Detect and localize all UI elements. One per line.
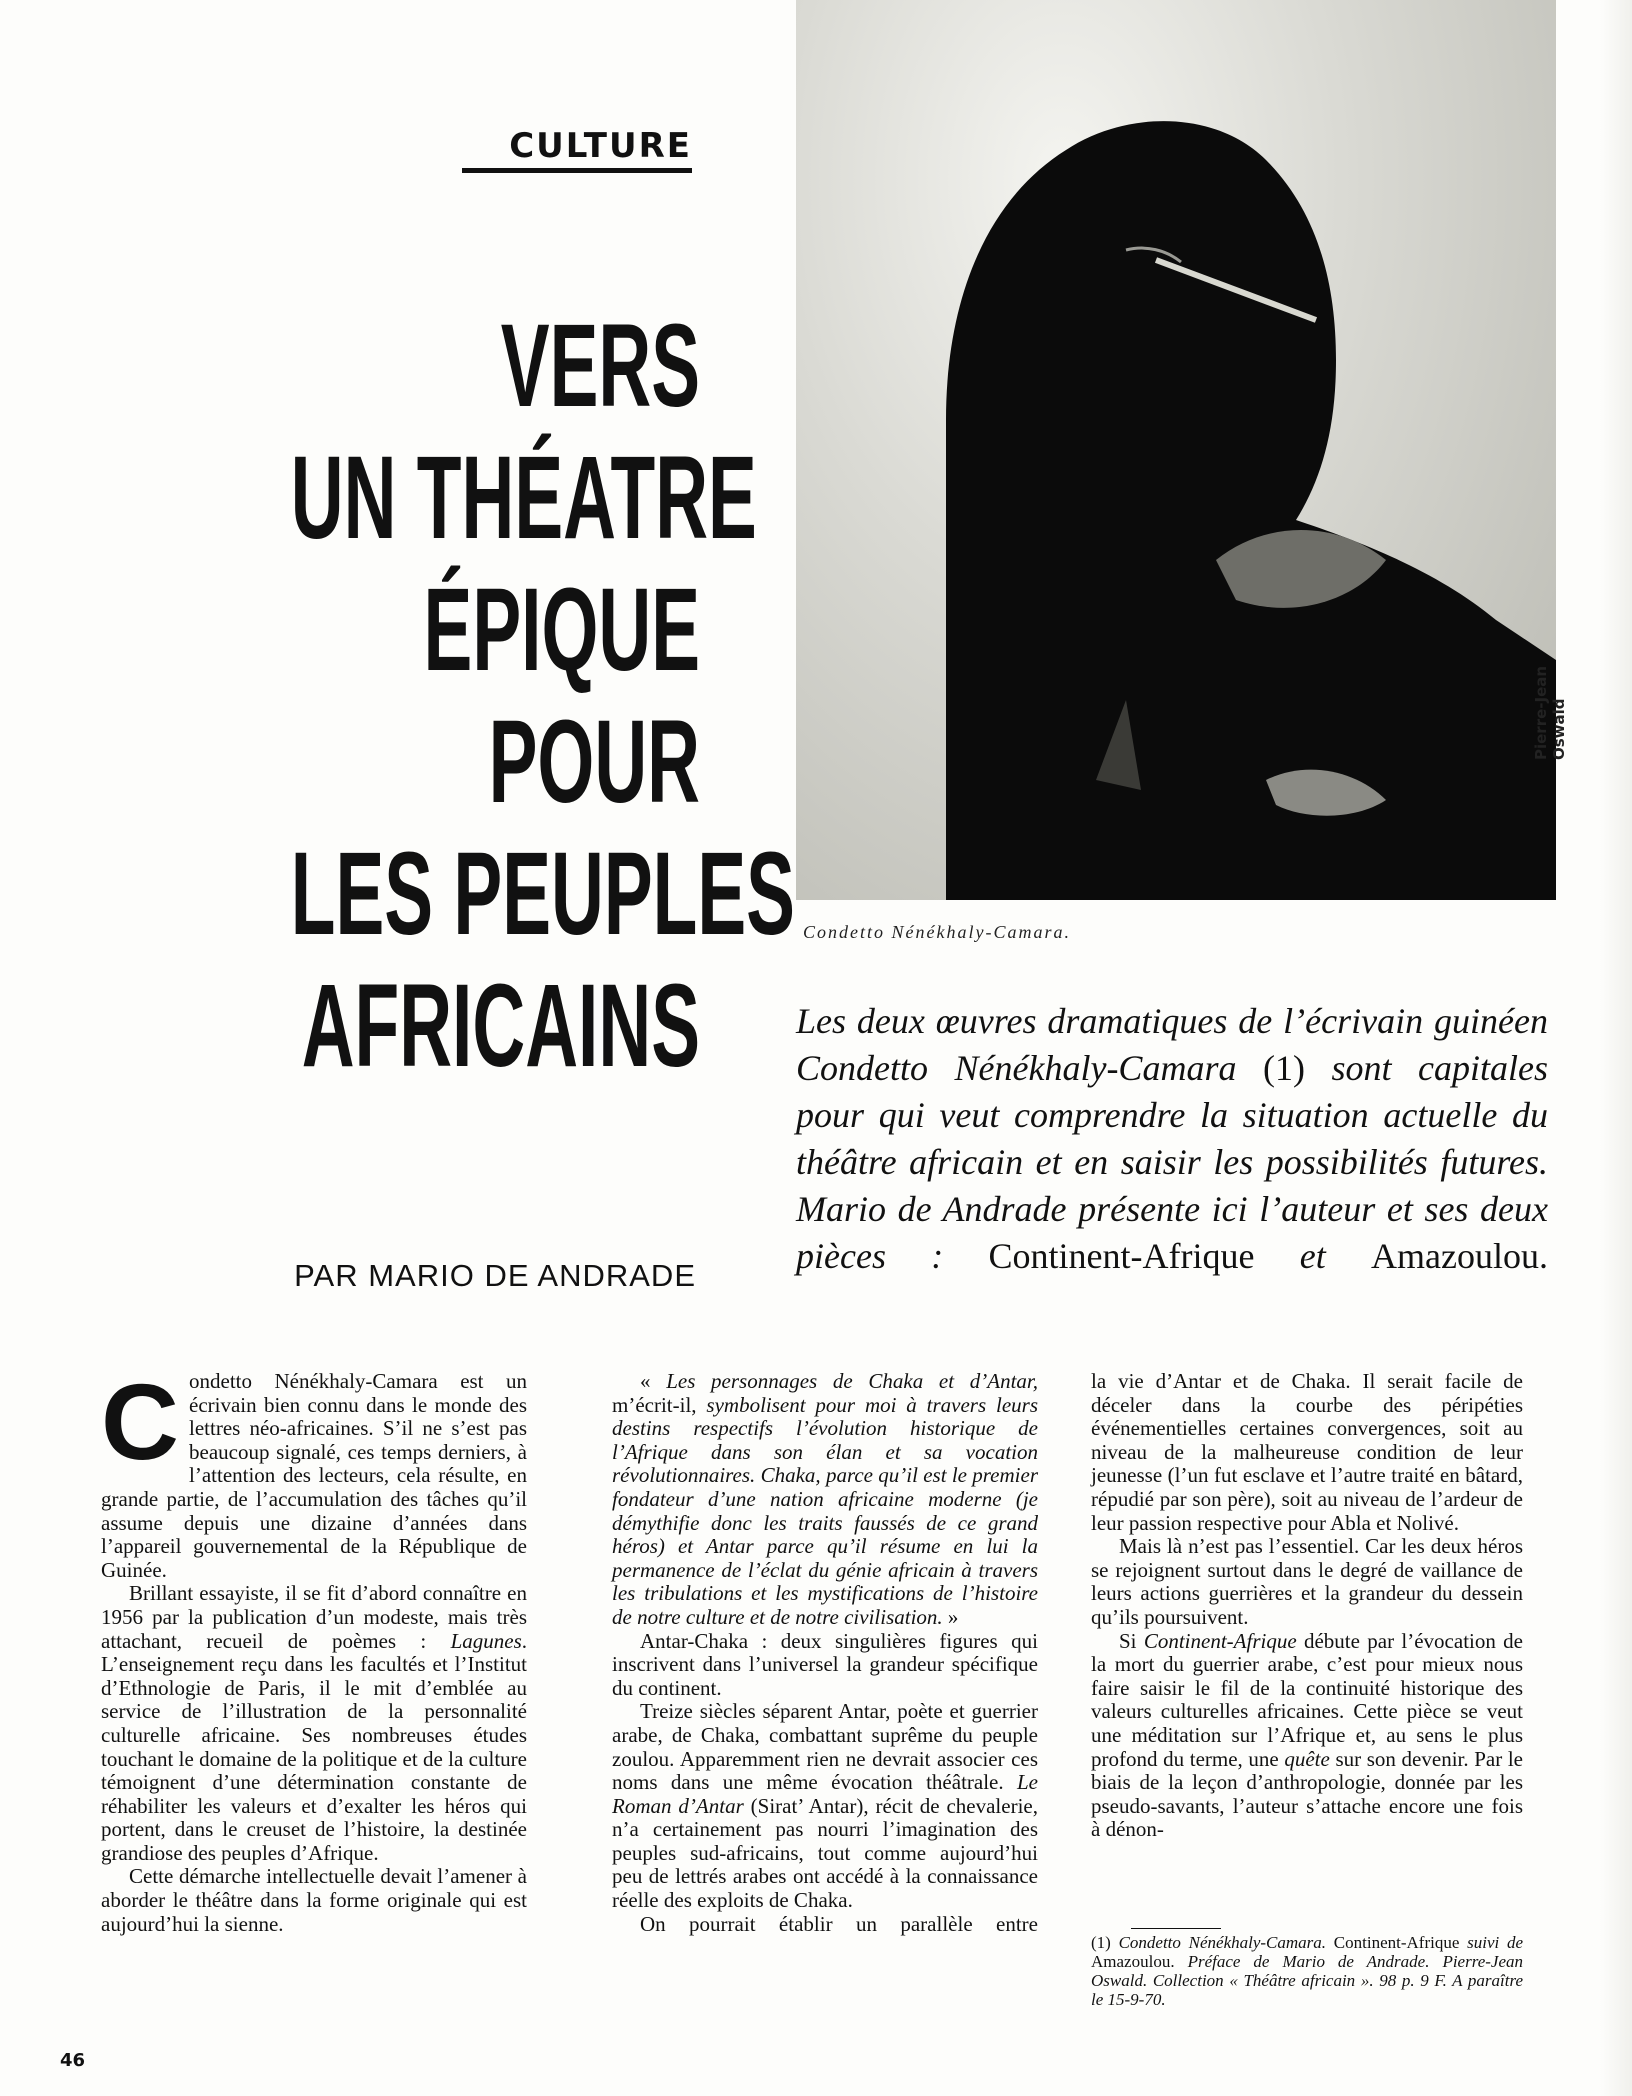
paragraph-text: ondetto Nénékhaly-Camara est un écrivain bien connu dans le monde des lettres néo-africaines. S’il ne s’est pas beaucoup signalé, ces temps derniers, à l’attention des lecteurs, cela résulte, en grande partie, de l’accumulation des tâches qu’il assume depuis une dizaine d’années dans l’appareil gouvernemental de la République de Guinée. [101, 1369, 527, 1582]
headline-line-3: ÉPIQUE [423, 564, 700, 696]
quote-mark: » [942, 1604, 959, 1629]
headline [290, 300, 795, 1092]
paragraph [101, 1361, 527, 1582]
paragraph-text: sur son devenir. Par le biais de la leçon d’anthropologie, donnée par les pseudo-savants, l’auteur s’attache encore une fois à dénon- [1091, 1746, 1523, 1842]
paragraph-text: m’écrit-il, [612, 1392, 707, 1417]
paragraph-text: Brillant essayiste, il se fit d’abord connaître en 1956 par la publication d’un modeste, mais très attachant, recueil de poèmes : [101, 1581, 527, 1653]
paragraph: Mais là n’est pas l’essentiel. Car les deux héros se rejoignent surtout dans le degré de vaillance de leurs actions guerrières et la grandeur du dessein qu’ils poursuivent. [1091, 1534, 1523, 1629]
headline-line-1: VERS [500, 300, 700, 432]
paragraph: Cette démarche intellectuelle devait l’amener à aborder le théâtre dans la forme originale qui est aujourd’hui la sienne. [101, 1864, 527, 1936]
quote-text: Les personnages de Chaka et d’Antar, [666, 1369, 1038, 1393]
paragraph-text: (Sirat’ Antar), récit de chevalerie, n’a certainement pas nourri l’imagination des peuples sud-africains, tout comme aujourd’hui peu de lettrés arabes ont accédé à la connaissance réelle des exploits de Chaka. [612, 1793, 1038, 1913]
page-edge [1600, 0, 1632, 2096]
work-title: Lagunes [450, 1628, 522, 1653]
headline-line-2: UN THÉATRE [290, 432, 757, 564]
paragraph [612, 1700, 1038, 1912]
work-title: Le Roman d’Antar [612, 1770, 1038, 1818]
emphasis: quête [1284, 1746, 1330, 1771]
portrait-silhouette [796, 0, 1556, 900]
photo-credit: Pierre-Jean Oswald [1532, 665, 1568, 760]
lede [796, 998, 1548, 1280]
paragraph-text: débute par l’évocation de la mort du guerrier arabe, c’est pour mieux nous faire saisir le fil de la continuité historique des valeurs culturelles africaines. Cette pièce se veut une méditation sur l’Afrique et, au sens le plus profond du terme, une [1091, 1628, 1524, 1771]
footnote-text: Préface de Mario de Andrade. Pierre-Jean Oswald. Collection « Théâtre africain ». 98 p. 9 F. A paraître le 15-9-70. [1091, 1952, 1523, 2009]
footnote-title: Continent-Afrique [1326, 1933, 1460, 1952]
quote-text: symbolisent pour moi à travers leurs destins respectifs l’évolution historique de l’Afrique dans son élan et sa vocation révolutionnaires. Chaka, parce qu’il est le premier fondateur d’une nation africaine moderne (je démythifie donc les traits faussés de ce grand héros) et Antar parce qu’il résume en lui la permanence de l’éclat du génie africain à travers les tribulations et les mystifications de l’histoire de notre culture et de notre civilisation. [612, 1392, 1038, 1629]
footnote-author: Condetto Nénékhaly-Camara. [1118, 1933, 1327, 1952]
body-column-2 [612, 1370, 1038, 1936]
byline: PAR MARIO DE ANDRADE [294, 1258, 696, 1293]
photo-caption: Condetto Nénékhaly-Camara. [803, 922, 1071, 942]
section-label: CULTURE [462, 126, 692, 173]
quote-mark: « [640, 1369, 667, 1393]
headline-line-4: POUR [488, 696, 700, 828]
lede-title-1: Continent-Afrique [988, 1236, 1255, 1276]
lede-text-cont: sont capitales pour qui veut comprendre la situation actuelle du théâtre africain et en saisir les possibilités futures. Mario de Andrade présente ici l’auteur et ses deux pièces : [796, 1048, 1548, 1276]
body-column-1 [101, 1361, 527, 1936]
footnote-rule [1131, 1928, 1221, 1929]
paragraph: Antar-Chaka : deux singulières figures qui inscrivent dans l’universel la grandeur spécifique du continent. [612, 1628, 1038, 1700]
lede-note-ref: (1) [1236, 1048, 1332, 1088]
drop-cap: C [101, 1361, 179, 1482]
lede-and: et [1254, 1236, 1372, 1276]
headline-line-6: AFRICAINS [301, 960, 700, 1092]
paragraph-text: Si [1119, 1628, 1144, 1653]
lede-text: Les deux œuvres dramatiques de l’écrivain guinéen Condetto Nénékhaly-Camara [796, 1001, 1548, 1088]
paragraph [1091, 1630, 1523, 1842]
page-number: 46 [60, 2050, 86, 2071]
paragraph: la vie d’Antar et de Chaka. Il serait facile de déceler dans la courbe des péripéties événementielles certaines convergences, soit au niveau de la malheureuse condition de leur jeunesse (l’un fut esclave et l’autre traité en bâtard, répudié par son père), soit au niveau de l’ardeur de leur passion respective pour Abla et Nolivé. [1091, 1369, 1523, 1535]
footnote-number: (1) [1091, 1933, 1119, 1952]
paragraph: On pourrait établir un parallèle entre [640, 1911, 1038, 1936]
headline-line-5: LES PEUPLES [290, 828, 795, 960]
paragraph-text: . L’enseignement reçu dans les facultés et l’Institut d’Ethnologie de Paris, il le mit d’emblée au service de l’illustration de la personnalité culturelle africaine. Ses nombreuses études touchant le domaine de la politique et de la culture témoignent d’une détermination constante de réhabiliter les valeurs et d’exalter les héros qui portent, dans le creuset de l’histoire, la destinée grandiose des peuples d’Afrique. [101, 1628, 527, 1865]
footnote-title: Amazoulou. [1091, 1952, 1175, 1971]
paragraph [101, 1582, 527, 1865]
work-title: Continent-Afrique [1143, 1628, 1297, 1653]
footnote [1091, 1928, 1523, 2009]
body-column-3 [1091, 1370, 1523, 1842]
footnote-text: suivi de [1459, 1933, 1524, 1952]
author-photo [796, 0, 1556, 900]
lede-title-2: Amazoulou. [1371, 1236, 1548, 1276]
paragraph [612, 1370, 1038, 1630]
paragraph-text: Treize siècles séparent Antar, poète et guerrier arabe, de Chaka, combattant suprême du peuple zoulou. Apparemment rien ne devrait associer ces noms dans une même évocation théâtrale. [612, 1699, 1038, 1795]
